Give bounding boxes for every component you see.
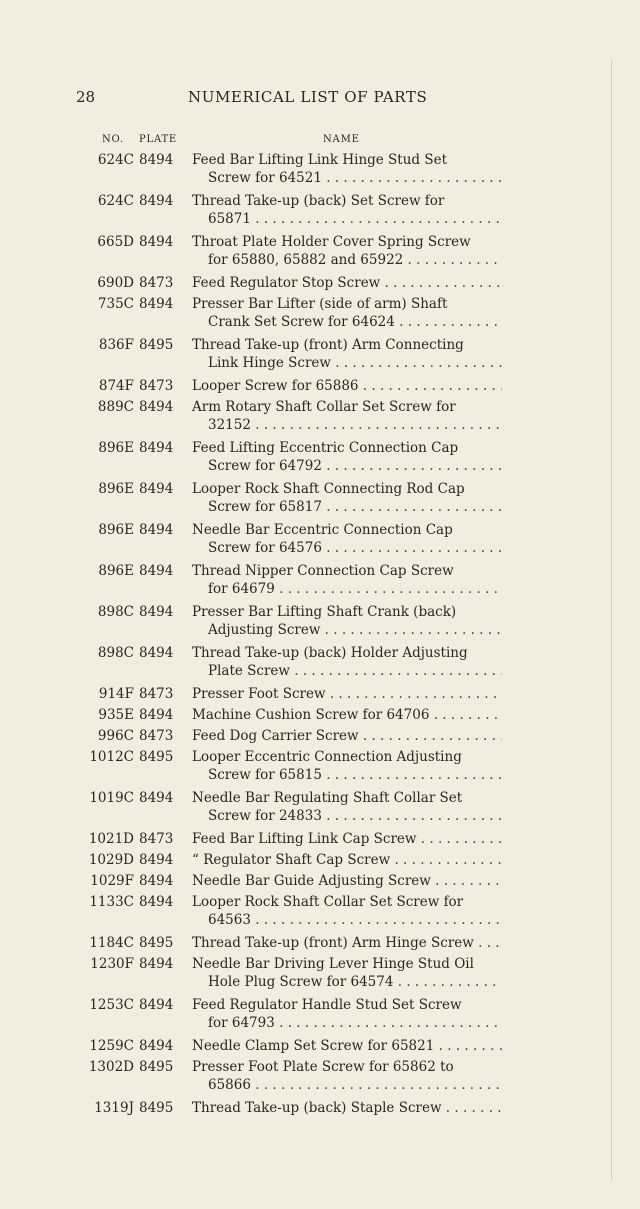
plate-number: 8494 <box>139 193 174 209</box>
part-name-line: Feed Lifting Eccentric Connection Cap <box>192 440 459 456</box>
part-name-line: Crank Set Screw for 64624 . . . <box>192 313 502 331</box>
part-name-line: Looper Eccentric Connection Adjusting <box>192 749 462 765</box>
plate-number: 8494 <box>139 399 174 415</box>
part-name-line: for 64793 . . . <box>192 1014 502 1032</box>
plate-number: 8495 <box>139 337 174 353</box>
list-item <box>0 996 640 1032</box>
part-name-line: Presser Bar Lifter (side of arm) Shaft <box>192 296 448 312</box>
part-number: 914F <box>98 686 134 702</box>
page-number: 28 <box>76 88 96 106</box>
part-name-line: Needle Bar Regulating Shaft Collar Set <box>192 790 463 806</box>
part-name <box>192 295 502 331</box>
part-name-line: Screw for 65817 . . . <box>192 498 502 516</box>
part-name-line: Thread Take-up (back) Set Screw for <box>192 193 445 209</box>
plate-number: 8473 <box>139 728 174 744</box>
plate-number: 8473 <box>139 275 174 291</box>
part-number: 898C <box>97 645 134 661</box>
part-number: 896E <box>98 481 134 497</box>
part-number: 1302D <box>88 1059 134 1075</box>
list-item <box>0 644 640 680</box>
list-item <box>0 336 640 372</box>
part-number: 889C <box>97 399 134 415</box>
part-number: 898C <box>97 604 134 620</box>
part-name-line: Adjusting Screw . . . <box>192 621 502 639</box>
plate-number: 8494 <box>139 707 174 723</box>
part-name-line: Machine Cushion Screw for 64706 . . . <box>192 706 502 724</box>
plate-number: 8494 <box>139 873 174 889</box>
plate-number: 8494 <box>139 234 174 250</box>
part-name <box>192 151 502 187</box>
plate-number: 8473 <box>139 686 174 702</box>
part-number: 1259C <box>89 1038 134 1054</box>
part-name-line: Thread Take-up (back) Staple Screw . . . <box>192 1099 502 1117</box>
part-name-line: 32152 . . . <box>192 416 502 434</box>
plate-number: 8473 <box>139 831 174 847</box>
list-item <box>0 398 640 434</box>
part-name <box>192 192 502 228</box>
part-name-line: Link Hinge Screw . . . <box>192 354 502 372</box>
list-item <box>0 233 640 269</box>
part-name <box>192 851 502 869</box>
part-number: 935E <box>98 707 134 723</box>
part-name <box>192 685 502 703</box>
list-item <box>0 192 640 228</box>
part-number: 1019C <box>89 790 134 806</box>
plate-number: 8494 <box>139 152 174 168</box>
part-number: 690D <box>97 275 134 291</box>
plate-number: 8494 <box>139 604 174 620</box>
part-name-line: Thread Nipper Connection Cap Screw <box>192 563 454 579</box>
part-name-line: Feed Regulator Stop Screw . . . <box>192 274 502 292</box>
list-item <box>0 377 640 395</box>
plate-number: 8494 <box>139 956 174 972</box>
list-item <box>0 1037 640 1055</box>
part-number: 1029F <box>90 873 134 889</box>
part-number: 1253C <box>89 997 134 1013</box>
list-item <box>0 480 640 516</box>
part-name-line: Hole Plug Screw for 64574 . . . <box>192 973 502 991</box>
plate-number: 8494 <box>139 790 174 806</box>
list-item <box>0 521 640 557</box>
list-item <box>0 851 640 869</box>
part-name-line: Screw for 64521 . . . <box>192 169 502 187</box>
part-name-line: Screw for 24833 . . . <box>192 807 502 825</box>
part-name <box>192 439 502 475</box>
part-name <box>192 521 502 557</box>
part-name <box>192 830 502 848</box>
list-item <box>0 830 640 848</box>
part-name-line: Needle Bar Guide Adjusting Screw . . . <box>192 872 502 890</box>
list-item <box>0 562 640 598</box>
part-name <box>192 644 502 680</box>
list-item <box>0 1058 640 1094</box>
plate-number: 8494 <box>139 563 174 579</box>
part-name <box>192 336 502 372</box>
part-name-line: Plate Screw . . . <box>192 662 502 680</box>
list-item <box>0 872 640 890</box>
part-name <box>192 480 502 516</box>
part-name-line: for 64679 . . . <box>192 580 502 598</box>
plate-number: 8494 <box>139 645 174 661</box>
part-name-line: Needle Bar Eccentric Connection Cap <box>192 522 453 538</box>
part-name-line: Needle Clamp Set Screw for 65821 . . . <box>192 1037 502 1055</box>
part-name <box>192 893 502 929</box>
part-name-line: 64563 . . . <box>192 911 502 929</box>
part-number: 1230F <box>90 956 134 972</box>
list-item <box>0 439 640 475</box>
part-name <box>192 377 502 395</box>
part-name <box>192 706 502 724</box>
part-name-line: Thread Take-up (front) Arm Hinge Screw . . . <box>192 934 502 952</box>
part-name-line: Presser Foot Screw . . . <box>192 685 502 703</box>
list-item <box>0 295 640 331</box>
list-item <box>0 151 640 187</box>
list-item <box>0 955 640 991</box>
part-number: 665D <box>97 234 134 250</box>
plate-number: 8494 <box>139 997 174 1013</box>
part-name <box>192 934 502 952</box>
part-number: 896E <box>98 522 134 538</box>
part-number: 1021D <box>88 831 134 847</box>
plate-number: 8494 <box>139 894 174 910</box>
plate-number: 8494 <box>139 440 174 456</box>
plate-number: 8494 <box>139 522 174 538</box>
part-name-line: Presser Foot Plate Screw for 65862 to <box>192 1059 454 1075</box>
part-name-line: 65866 . . . <box>192 1076 502 1094</box>
list-item <box>0 934 640 952</box>
plate-number: 8495 <box>139 749 174 765</box>
part-name-line: Presser Bar Lifting Shaft Crank (back) <box>192 604 457 620</box>
page-title: NUMERICAL LIST OF PARTS <box>188 88 428 106</box>
plate-number: 8494 <box>139 481 174 497</box>
part-name <box>192 1099 502 1117</box>
part-name-line: Looper Rock Shaft Connecting Rod Cap <box>192 481 465 497</box>
part-name-line: Throat Plate Holder Cover Spring Screw <box>192 234 471 250</box>
list-item <box>0 727 640 745</box>
part-name-line: Feed Dog Carrier Screw . . . <box>192 727 502 745</box>
part-name-line: 65871 . . . <box>192 210 502 228</box>
part-name <box>192 872 502 890</box>
plate-number: 8494 <box>139 852 174 868</box>
part-name-line: Arm Rotary Shaft Collar Set Screw for <box>192 399 456 415</box>
plate-number: 8473 <box>139 378 174 394</box>
part-number: 624C <box>97 193 134 209</box>
part-name-line: Looper Rock Shaft Collar Set Screw for <box>192 894 464 910</box>
list-item <box>0 893 640 929</box>
part-name <box>192 1058 502 1094</box>
part-name <box>192 789 502 825</box>
part-number: 1012C <box>89 749 134 765</box>
list-item <box>0 274 640 292</box>
parts-list <box>0 151 640 1120</box>
part-name-line: Screw for 64576 . . . <box>192 539 502 557</box>
part-number: 996C <box>97 728 134 744</box>
part-name-line: Screw for 64792 . . . <box>192 457 502 475</box>
part-number: 896E <box>98 563 134 579</box>
part-name <box>192 233 502 269</box>
part-name <box>192 1037 502 1055</box>
part-name-line: Thread Take-up (back) Holder Adjusting <box>192 645 468 661</box>
part-number: 836F <box>98 337 134 353</box>
part-number: 624C <box>97 152 134 168</box>
part-name-line: Feed Bar Lifting Link Cap Screw . . . <box>192 830 502 848</box>
part-name-line: Needle Bar Driving Lever Hinge Stud Oil <box>192 956 474 972</box>
part-name <box>192 603 502 639</box>
part-name <box>192 955 502 991</box>
part-name <box>192 398 502 434</box>
part-number: 896E <box>98 440 134 456</box>
part-number: 1133C <box>89 894 134 910</box>
list-item <box>0 603 640 639</box>
plate-number: 8495 <box>139 1100 174 1116</box>
part-number: 735C <box>97 296 134 312</box>
column-header-no: NO. <box>102 134 124 145</box>
part-name-line: Thread Take-up (front) Arm Connecting <box>192 337 464 353</box>
part-name-line: Feed Bar Lifting Link Hinge Stud Set <box>192 152 448 168</box>
plate-number: 8494 <box>139 1038 174 1054</box>
part-name <box>192 562 502 598</box>
list-item <box>0 685 640 703</box>
part-number: 874F <box>98 378 134 394</box>
plate-number: 8494 <box>139 296 174 312</box>
part-number: 1029D <box>88 852 134 868</box>
part-name-line: Looper Screw for 65886 . . . <box>192 377 502 395</box>
plate-number: 8495 <box>139 935 174 951</box>
part-name <box>192 996 502 1032</box>
part-name-line: Feed Regulator Handle Stud Set Screw <box>192 997 462 1013</box>
column-header-name: NAME <box>323 134 360 145</box>
list-item <box>0 1099 640 1117</box>
page-header <box>0 88 640 110</box>
part-name-line: Screw for 65815 . . . <box>192 766 502 784</box>
part-number: 1184C <box>89 935 134 951</box>
list-item <box>0 789 640 825</box>
plate-number: 8495 <box>139 1059 174 1075</box>
part-name-line: for 65880, 65882 and 65922 . . . <box>192 251 502 269</box>
list-item <box>0 706 640 724</box>
part-name <box>192 727 502 745</box>
part-name <box>192 274 502 292</box>
part-name <box>192 748 502 784</box>
part-number: 1319J <box>94 1100 134 1116</box>
list-item <box>0 748 640 784</box>
part-name-line: “ Regulator Shaft Cap Screw . . . <box>192 851 502 869</box>
column-header-plate: PLATE <box>139 134 178 145</box>
